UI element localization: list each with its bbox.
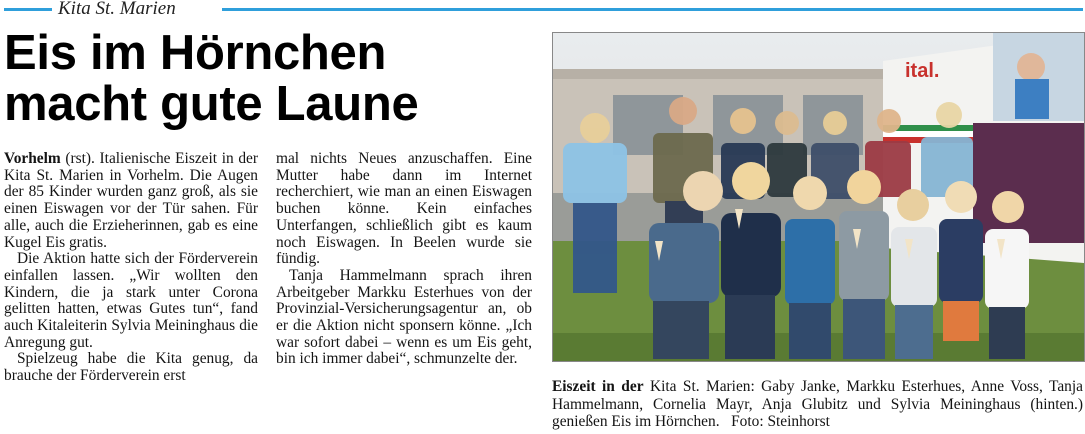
article-paragraph: mal nichts Neues anzuschaffen. Eine Mutter habe dann im Internet recherchiert, wie man an einen Eiswagen buchen könne. Kein einfaches Unterfangen, schließlich gibt es kaum noch Eiswagen. In Beelen wurde sie fündig.: [276, 150, 532, 268]
dateline: Vorhelm: [4, 150, 61, 167]
article-column-1: [4, 151, 258, 385]
article-column-2: [276, 151, 532, 368]
caption-text: Kita St. Marien: Gaby Janke, Markku Esterhues, Anne Voss, Tanja Hammelmann, Cornelia Mayr, Anja Glubitz und Sylvia Meininghaus (hinten.) genießen Eis im Hörnchen.: [552, 378, 1083, 430]
photo-caption: [552, 378, 1083, 431]
headline-line-1: Eis im Hörnchen: [4, 26, 387, 80]
article-paragraph: Vorhelm (rst). Italienische Eiszeit in der Kita St. Marien in Vorhelm. Die Augen der 85 Kinder wurden ganz groß, als sie einen Eiswagen vor der Tür sahen. Für alle, auch die Erzieherinnen, gab es eine Kugel Eis gratis.: [4, 150, 258, 251]
article-photo: [552, 32, 1085, 362]
headline-line-2: macht gute Laune: [4, 77, 419, 131]
section-kicker: Kita St. Marien: [58, 0, 176, 19]
article-headline: [4, 28, 418, 130]
caption-lead: Eiszeit in der: [552, 378, 644, 395]
article-paragraph: Tanja Hammelmann sprach ihren Arbeitgeber Markku Esterhues von der Provinzial-Versicherungsagentur an, ob er die Aktion nicht sponsern könne. „Ich war sofort dabei – wenn es um Eis geht, bin ich immer dabei“, schmunzelte der.: [276, 266, 532, 368]
article-paragraph: Die Aktion hatte sich der Förderverein einfallen lassen. „Wir wollten den Kindern, die ja stark unter Corona gelitten hatten, etwas Gutes tun“, fand auch Kitaleiterin Sylvia Meininghaus die Anregung gut.: [4, 250, 258, 351]
van-lettering: ital.: [905, 60, 940, 82]
header-rule-right: [222, 8, 1083, 11]
photo-credit: Foto: Steinhorst: [731, 413, 830, 430]
header-rule-left: [4, 8, 52, 11]
article-paragraph: Spielzeug habe die Kita genug, da brauche der Förderverein erst: [4, 350, 258, 385]
photo-illustration: [553, 33, 1084, 361]
